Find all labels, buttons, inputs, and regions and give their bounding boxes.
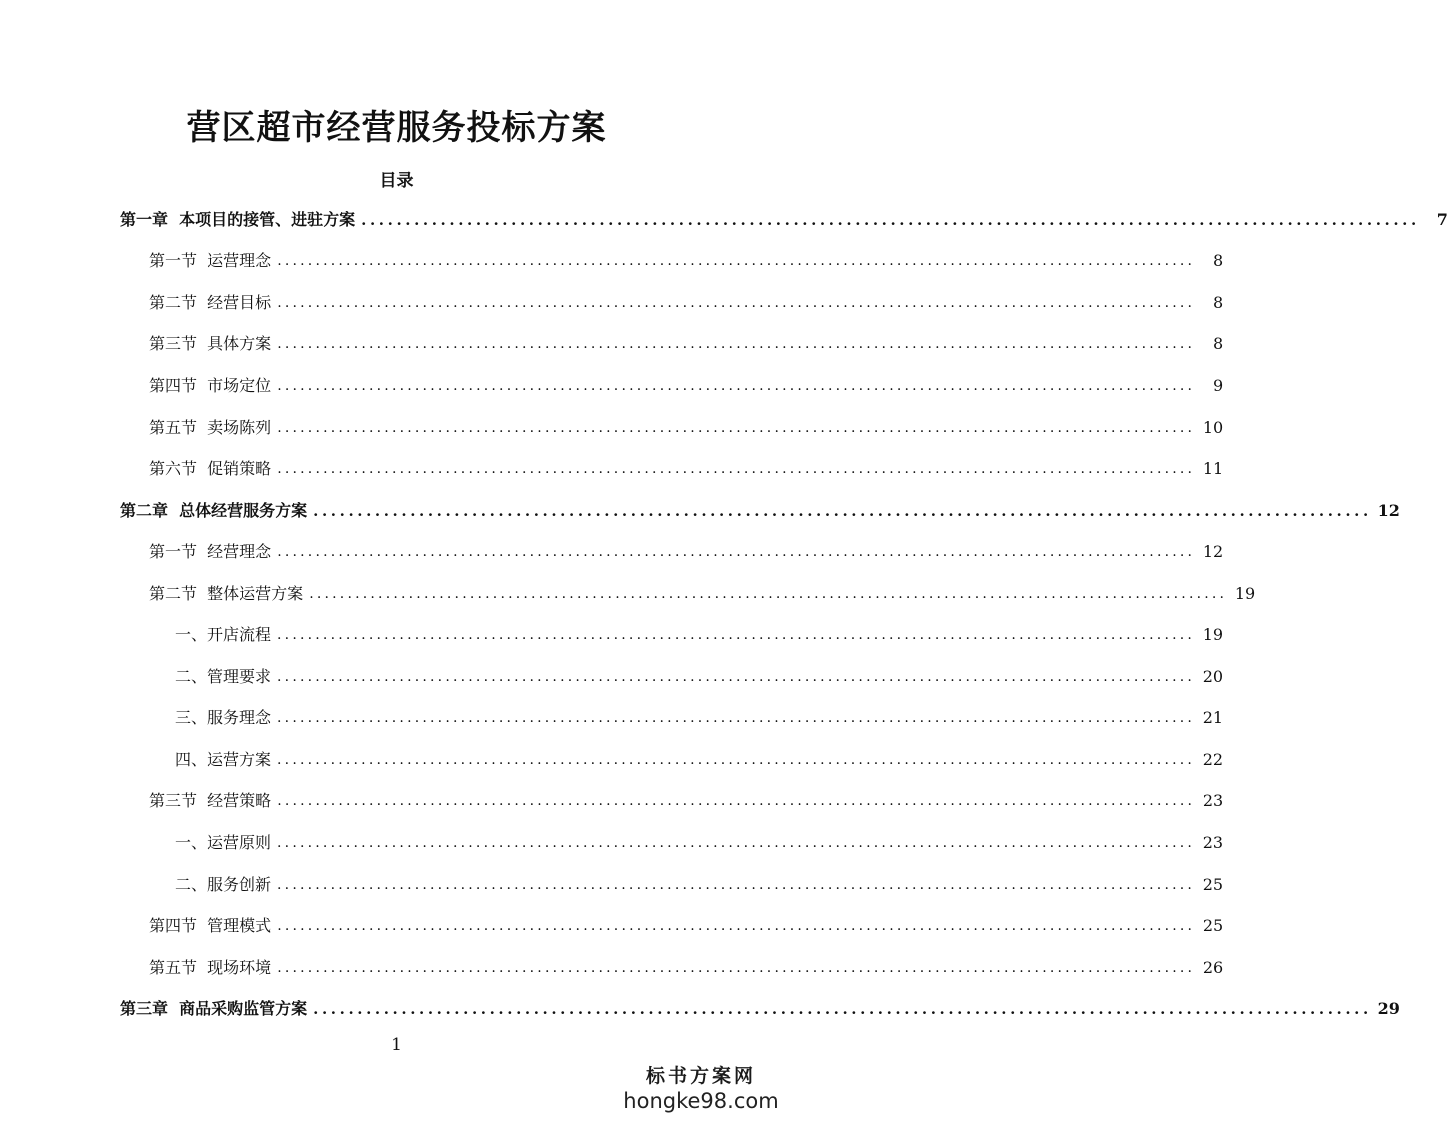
watermark-site-name: 标书方案网: [645, 1065, 756, 1087]
toc-entry-page: 19: [1202, 625, 1224, 645]
toc-dot-leader: ........................................................................................................................: [277, 876, 1196, 893]
toc-dot-leader: ........................................................................................................................: [313, 501, 1372, 520]
toc-entry-page: 10: [1202, 417, 1224, 437]
toc-section-entry[interactable]: [0, 407, 1224, 449]
toc-entry-text: 第一节 运营理念: [149, 251, 272, 271]
toc-dot-leader: ........................................................................................................................: [277, 668, 1196, 685]
toc-section-entry[interactable]: [0, 282, 1224, 324]
toc-chapter-entry[interactable]: [0, 490, 1400, 532]
toc-entry-page: 21: [1202, 708, 1224, 728]
toc-entry-page: 8: [1213, 251, 1224, 271]
toc-entry-page: 19: [1234, 583, 1256, 603]
toc-entry-page: 26: [1202, 957, 1224, 977]
toc-entry-text: 四、运营方案: [175, 749, 272, 769]
toc-dot-leader: ........................................................................................................................: [277, 461, 1196, 478]
toc-entry-text: 第二节 经营目标: [149, 292, 272, 312]
toc-dot-leader: ........................................................................................................................: [277, 751, 1196, 768]
toc-subsection-entry[interactable]: [0, 698, 1224, 740]
toc-subsection-entry[interactable]: [0, 614, 1224, 656]
toc-entry-page: 11: [1202, 459, 1224, 479]
toc-entry-text: 第二节 整体运营方案: [149, 583, 304, 603]
toc-entry-text: 第一节 经营理念: [149, 542, 272, 562]
toc-entry-text: 第三节 具体方案: [149, 334, 272, 354]
toc-entry-page: 25: [1202, 916, 1224, 936]
toc-dot-leader: ........................................................................................................................: [277, 377, 1196, 394]
toc-chapter-entry[interactable]: [0, 199, 1448, 241]
toc-dot-leader: ........................................................................................................................: [277, 710, 1196, 727]
toc-dot-leader: ........................................................................................................................: [277, 627, 1196, 644]
toc-entry-page: 12: [1202, 542, 1224, 562]
toc-dot-leader: ........................................................................................................................: [361, 210, 1420, 229]
toc-dot-leader: ........................................................................................................................: [313, 1000, 1372, 1019]
toc-section-entry[interactable]: [0, 905, 1224, 947]
toc-dot-leader: ........................................................................................................................: [277, 336, 1196, 353]
toc-entry-text: 第五节 卖场陈列: [149, 417, 272, 437]
toc-entry-text: 第二章 总体经营服务方案: [120, 500, 308, 520]
toc-entry-text: 第四节 市场定位: [149, 375, 272, 395]
toc-entry-page: 8: [1213, 334, 1224, 354]
toc-section-entry[interactable]: [0, 573, 1256, 615]
toc-entry-page: 12: [1377, 500, 1400, 520]
toc-section-entry[interactable]: [0, 531, 1224, 573]
toc-chapter-entry[interactable]: [0, 988, 1400, 1030]
toc-subsection-entry[interactable]: [0, 739, 1224, 781]
toc-entry-page: 8: [1213, 292, 1224, 312]
toc-entry-text: 二、服务创新: [175, 874, 272, 894]
toc-subsection-entry[interactable]: [0, 864, 1224, 906]
toc-entry-text: 第三章 商品采购监管方案: [120, 999, 308, 1019]
toc-dot-leader: ........................................................................................................................: [309, 585, 1228, 602]
toc-dot-leader: ........................................................................................................................: [277, 793, 1196, 810]
table-of-contents: [0, 199, 1448, 1030]
toc-dot-leader: ........................................................................................................................: [277, 294, 1196, 311]
toc-section-entry[interactable]: [0, 448, 1224, 490]
toc-entry-page: 25: [1202, 874, 1224, 894]
toc-entry-text: 三、服务理念: [175, 708, 272, 728]
toc-entry-text: 第一章 本项目的接管、进驻方案: [120, 209, 356, 229]
toc-subsection-entry[interactable]: [0, 656, 1224, 698]
toc-dot-leader: ........................................................................................................................: [277, 959, 1196, 976]
toc-entry-text: 第四节 管理模式: [149, 916, 272, 936]
toc-dot-leader: ........................................................................................................................: [277, 834, 1196, 851]
document-title: 营区超市经营服务投标方案: [186, 108, 607, 148]
toc-section-entry[interactable]: [0, 241, 1224, 283]
toc-entry-page: 9: [1213, 375, 1224, 395]
toc-entry-text: 第五节 现场环境: [149, 957, 272, 977]
toc-heading: 目录: [379, 171, 414, 191]
toc-dot-leader: ........................................................................................................................: [277, 419, 1196, 436]
toc-section-entry[interactable]: [0, 365, 1224, 407]
toc-dot-leader: ........................................................................................................................: [277, 253, 1196, 270]
page-number: 1: [391, 1035, 402, 1055]
toc-section-entry[interactable]: [0, 324, 1224, 366]
toc-section-entry[interactable]: [0, 947, 1224, 989]
watermark-site-url: hongke98.com: [623, 1089, 779, 1113]
toc-entry-page: 23: [1202, 832, 1224, 852]
toc-entry-text: 一、开店流程: [175, 625, 272, 645]
toc-entry-page: 23: [1202, 791, 1224, 811]
toc-entry-page: 29: [1377, 999, 1400, 1019]
site-watermark: [621, 1064, 781, 1114]
toc-entry-text: 第三节 经营策略: [149, 791, 272, 811]
toc-dot-leader: ........................................................................................................................: [277, 544, 1196, 561]
toc-section-entry[interactable]: [0, 781, 1224, 823]
toc-subsection-entry[interactable]: [0, 822, 1224, 864]
toc-entry-text: 二、管理要求: [175, 666, 272, 686]
toc-entry-text: 第六节 促销策略: [149, 459, 272, 479]
toc-entry-page: 7: [1436, 209, 1448, 229]
toc-entry-page: 20: [1202, 666, 1224, 686]
toc-dot-leader: ........................................................................................................................: [277, 918, 1196, 935]
toc-entry-text: 一、运营原则: [175, 832, 272, 852]
toc-entry-page: 22: [1202, 749, 1224, 769]
